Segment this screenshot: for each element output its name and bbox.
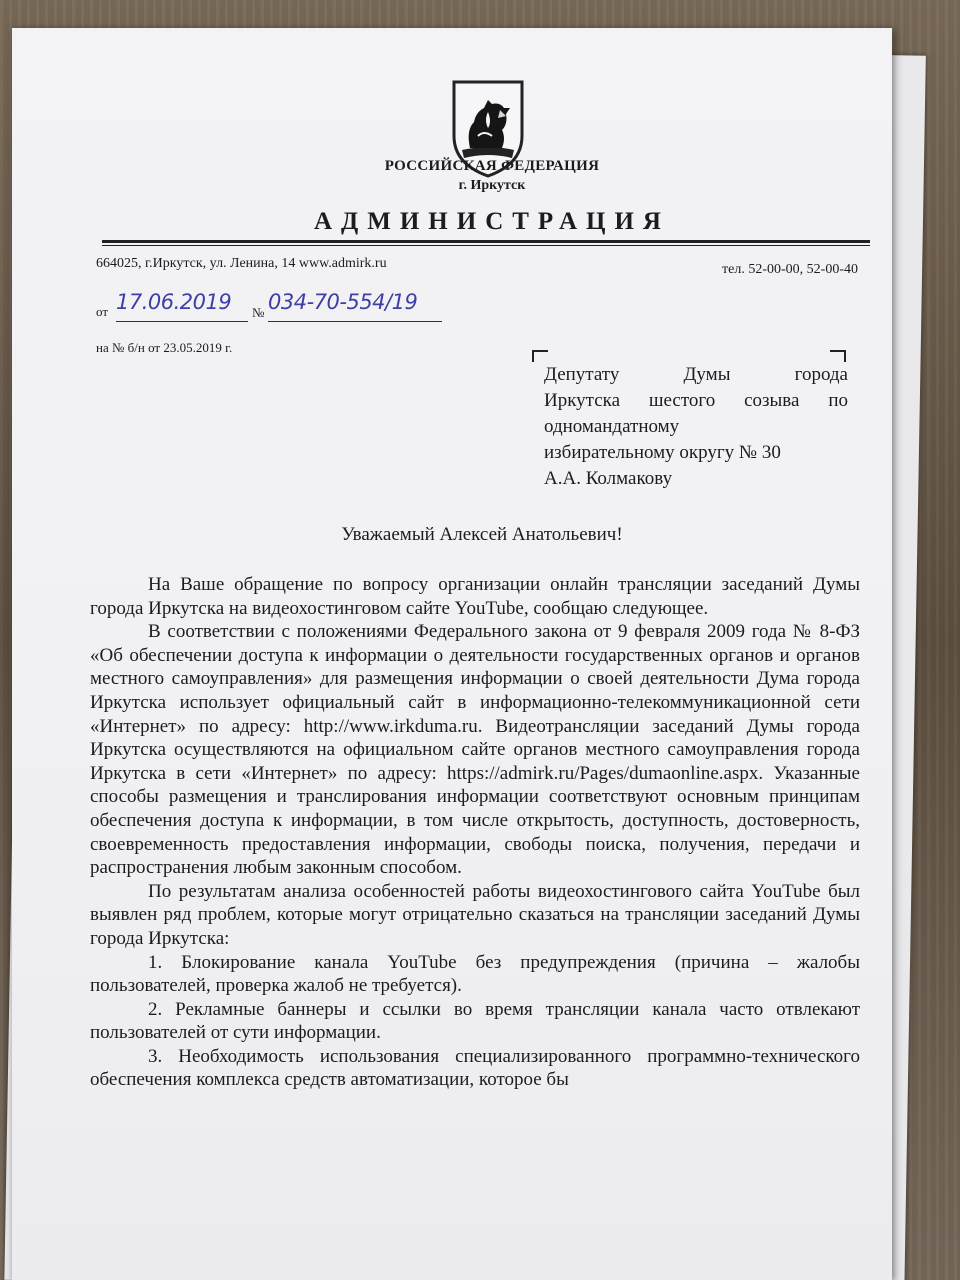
country-heading: РОССИЙСКАЯ ФЕДЕРАЦИЯ — [384, 158, 600, 174]
addressee-line: А.А. Колмакову — [544, 468, 673, 489]
addressee-line: одномандатному — [544, 416, 680, 437]
city-heading: г. Иркутск — [458, 178, 526, 193]
addressee-line: Депутату Думы города — [544, 364, 848, 385]
paragraph: По результатам анализа особенностей работы видеохостингового сайта YouTube был выявлен ряд проблем, которые могут отрицательно сказаться на трансляции заседаний Думы города Иркутска: — [90, 880, 860, 949]
list-item: 2. Рекламные баннеры и ссылки во время трансляции канала часто отвлекают пользователей от сути информации. — [90, 998, 860, 1044]
date-label: от — [96, 304, 109, 319]
reference-line: на № б/н от 23.05.2019 г. — [96, 340, 233, 355]
addressee-block — [544, 362, 848, 492]
header-divider-thin — [102, 245, 870, 246]
letter-body — [90, 573, 860, 1092]
addressee-corner-right — [830, 350, 846, 362]
postal-address: 664025, г.Иркутск, ул. Ленина, 14 www.admirk.ru — [96, 256, 387, 271]
paragraph: В соответствии с положениями Федерального закона от 9 февраля 2009 года № 8-ФЗ «Об обеспечении доступа к информации о деятельности государственных органов и органов местного самоуправления» для размещения информации о своей деятельности Дума города Иркутска использует официальный сайт в информационно-телекоммуникационной сети «Интернет» по адресу: http://www.irkduma.ru. Видеотрансляции заседаний Думы города Иркутска осуществляются на официальном сайте органов местного самоуправления города Иркутска в сети «Интернет» по адресу: https://admirk.ru/Pages/dumaonline.aspx. Указанные способы размещения и транслирования информации соответствуют основным принципам обеспечения доступа к информации, в том числе открытость, доступность, достоверность, своевременность предоставления информации, свободы поиска, получения, передачи и распространения любым законным способом. — [90, 621, 860, 879]
greeting: Уважаемый Алексей Анатольевич! — [341, 524, 623, 545]
number-label: № — [252, 305, 265, 320]
addressee-corner-left — [532, 350, 548, 362]
addressee-line: Иркутска шестого созыва по — [544, 390, 848, 411]
phone-numbers: тел. 52-00-00, 52-00-40 — [722, 262, 858, 277]
list-item: 3. Необходимость использования специализированного программно-технического обеспечения комплекса средств автоматизации, которое бы — [90, 1045, 860, 1091]
handwritten-number: 034-70-554/19 — [268, 290, 418, 314]
list-item: 1. Блокирование канала YouTube без предупреждения (причина – жалобы пользователей, проверка жалоб не требуется). — [90, 951, 860, 997]
paragraph: На Ваше обращение по вопросу организации онлайн трансляции заседаний Думы города Иркутска на видеохостинговом сайте YouTube, сообщаю следующее. — [90, 574, 860, 619]
letter-sheet — [12, 28, 892, 1280]
handwritten-date: 17.06.2019 — [116, 290, 232, 314]
organization-title: АДМИНИСТРАЦИЯ — [314, 208, 670, 235]
date-underline — [116, 321, 248, 322]
header-divider — [102, 240, 870, 243]
number-underline — [268, 321, 442, 322]
addressee-line: избирательному округу № 30 — [544, 442, 781, 463]
